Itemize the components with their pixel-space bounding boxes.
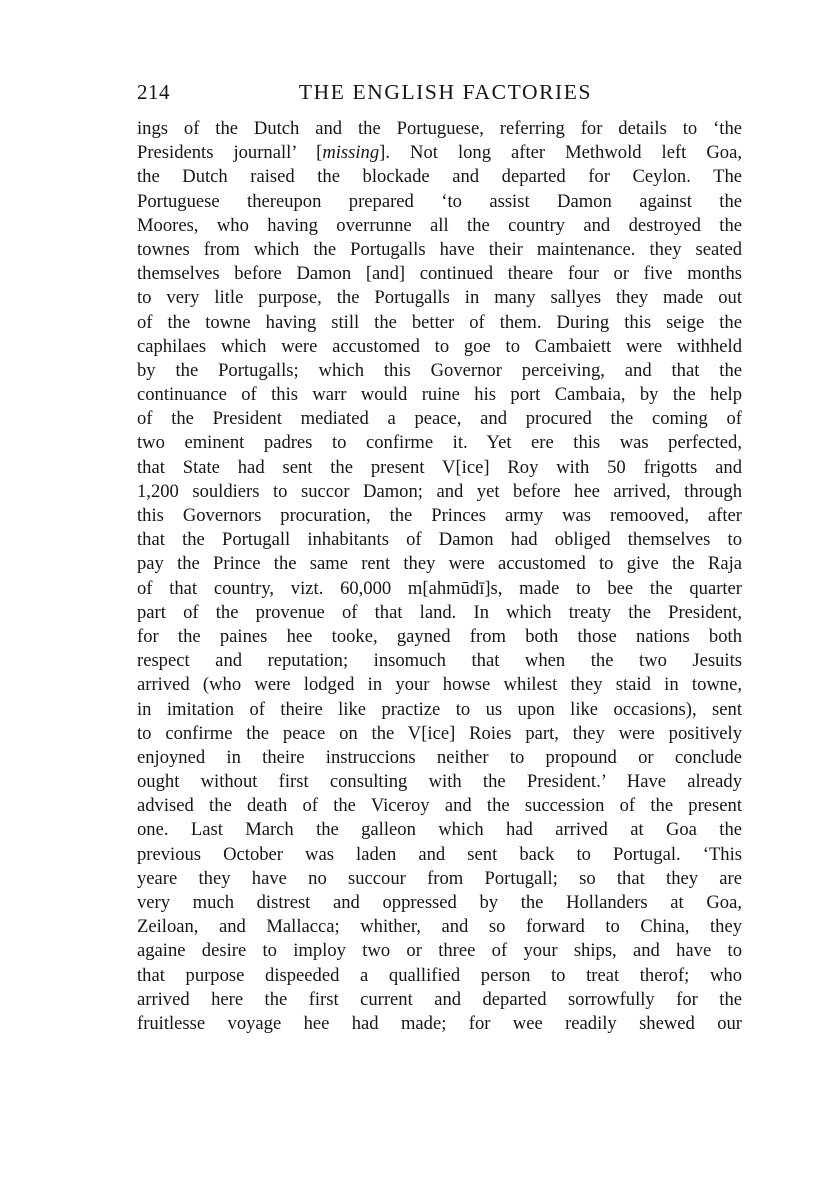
text-line: themselves before Damon [and] continued theare four or five months [137,263,742,285]
text-line: this Governors procuration, the Princes army was remooved, after [137,505,742,526]
text-line: that the Portugall inhabitants of Damon had obliged themselves to [137,529,742,551]
running-title: THE ENGLISH FACTORIES [298,80,593,104]
text-line: fruitlesse voyage hee had made; for wee readily shewed our [137,1012,742,1034]
text-line: that State had sent the present V[ice] Roy with 50 frigotts and [137,456,742,478]
text-line: previous October was laden and sent back to Portugal. ‘This [137,843,742,865]
text-line: ings of the Dutch and the Portuguese, referring for details to ‘the [137,118,742,139]
text-line: of that country, vizt. 60,000 m[ahmūdī]s, made to bee the quarter [137,577,742,599]
text-line: the Dutch raised the blockade and departed for Ceylon. The [137,166,742,188]
text-line: to confirme the peace on the V[ice] Roies part, they were positively [137,722,742,744]
text-line: caphilaes which were accustomed to goe to Cambaiett were withheld [137,335,742,357]
text-line: by the Portugalls; which this Governor perceiving, and that the [137,359,742,381]
text-line: in imitation of theire like practize to us upon like occasions), sent [137,698,742,720]
text-line: arrived here the first current and departed sorrowfully for the [137,988,742,1010]
text-line: for the paines hee tooke, gayned from both those nations both [137,625,742,647]
text-line: yeare they have no succour from Portugall; so that they are [137,867,742,889]
text-line: againe desire to imploy two or three of your ships, and have to [137,940,742,962]
text-line: townes from which the Portugalls have their maintenance. they seated [137,238,742,260]
text-line: ought without first consulting with the President.’ Have already [137,771,742,793]
text-line: continuance of this warr would ruine his port Cambaia, by the help [137,384,742,406]
text-line: 1,200 souldiers to succor Damon; and yet before hee arrived, through [137,480,742,502]
text-line: enjoyned in theire instruccions neither to propound or conclude [137,746,742,768]
text-line: to very litle purpose, the Portugalls in many sallyes they made out [137,287,742,309]
text-line: Presidents journall’ [missing]. Not long after Methwold left Goa, [137,142,742,164]
page-number: 214 [137,80,170,104]
text-line: Zeiloan, and Mallacca; whither, and so forward to China, they [137,916,742,938]
text-line: Moores, who having overrunne all the country and destroyed the [137,214,742,236]
page-header [137,78,742,108]
text-line: of the towne having still the better of them. During this seige the [137,311,742,333]
text-line: part of the provenue of that land. In which treaty the President, [137,601,742,623]
text-line: very much distrest and oppressed by the Hollanders at Goa, [137,892,742,913]
text-line: advised the death of the Viceroy and the succession of the present [137,795,742,817]
text-line: two eminent padres to confirme it. Yet ere this was perfected, [137,432,742,454]
body-text [137,117,742,1036]
text-line: one. Last March the galleon which had arrived at Goa the [137,819,742,841]
text-line: of the President mediated a peace, and procured the coming of [137,408,742,430]
text-line: that purpose dispeeded a quallified person to treat therof; who [137,964,742,986]
text-line: respect and reputation; insomuch that when the two Jesuits [137,650,742,672]
text-line: arrived (who were lodged in your howse whilest they staid in towne, [137,674,742,696]
text-line: Portuguese thereupon prepared ‘to assist Damon against the [137,190,742,212]
editorial-note: missing [322,142,380,164]
text-line: pay the Prince the same rent they were accustomed to give the Raja [137,553,742,575]
